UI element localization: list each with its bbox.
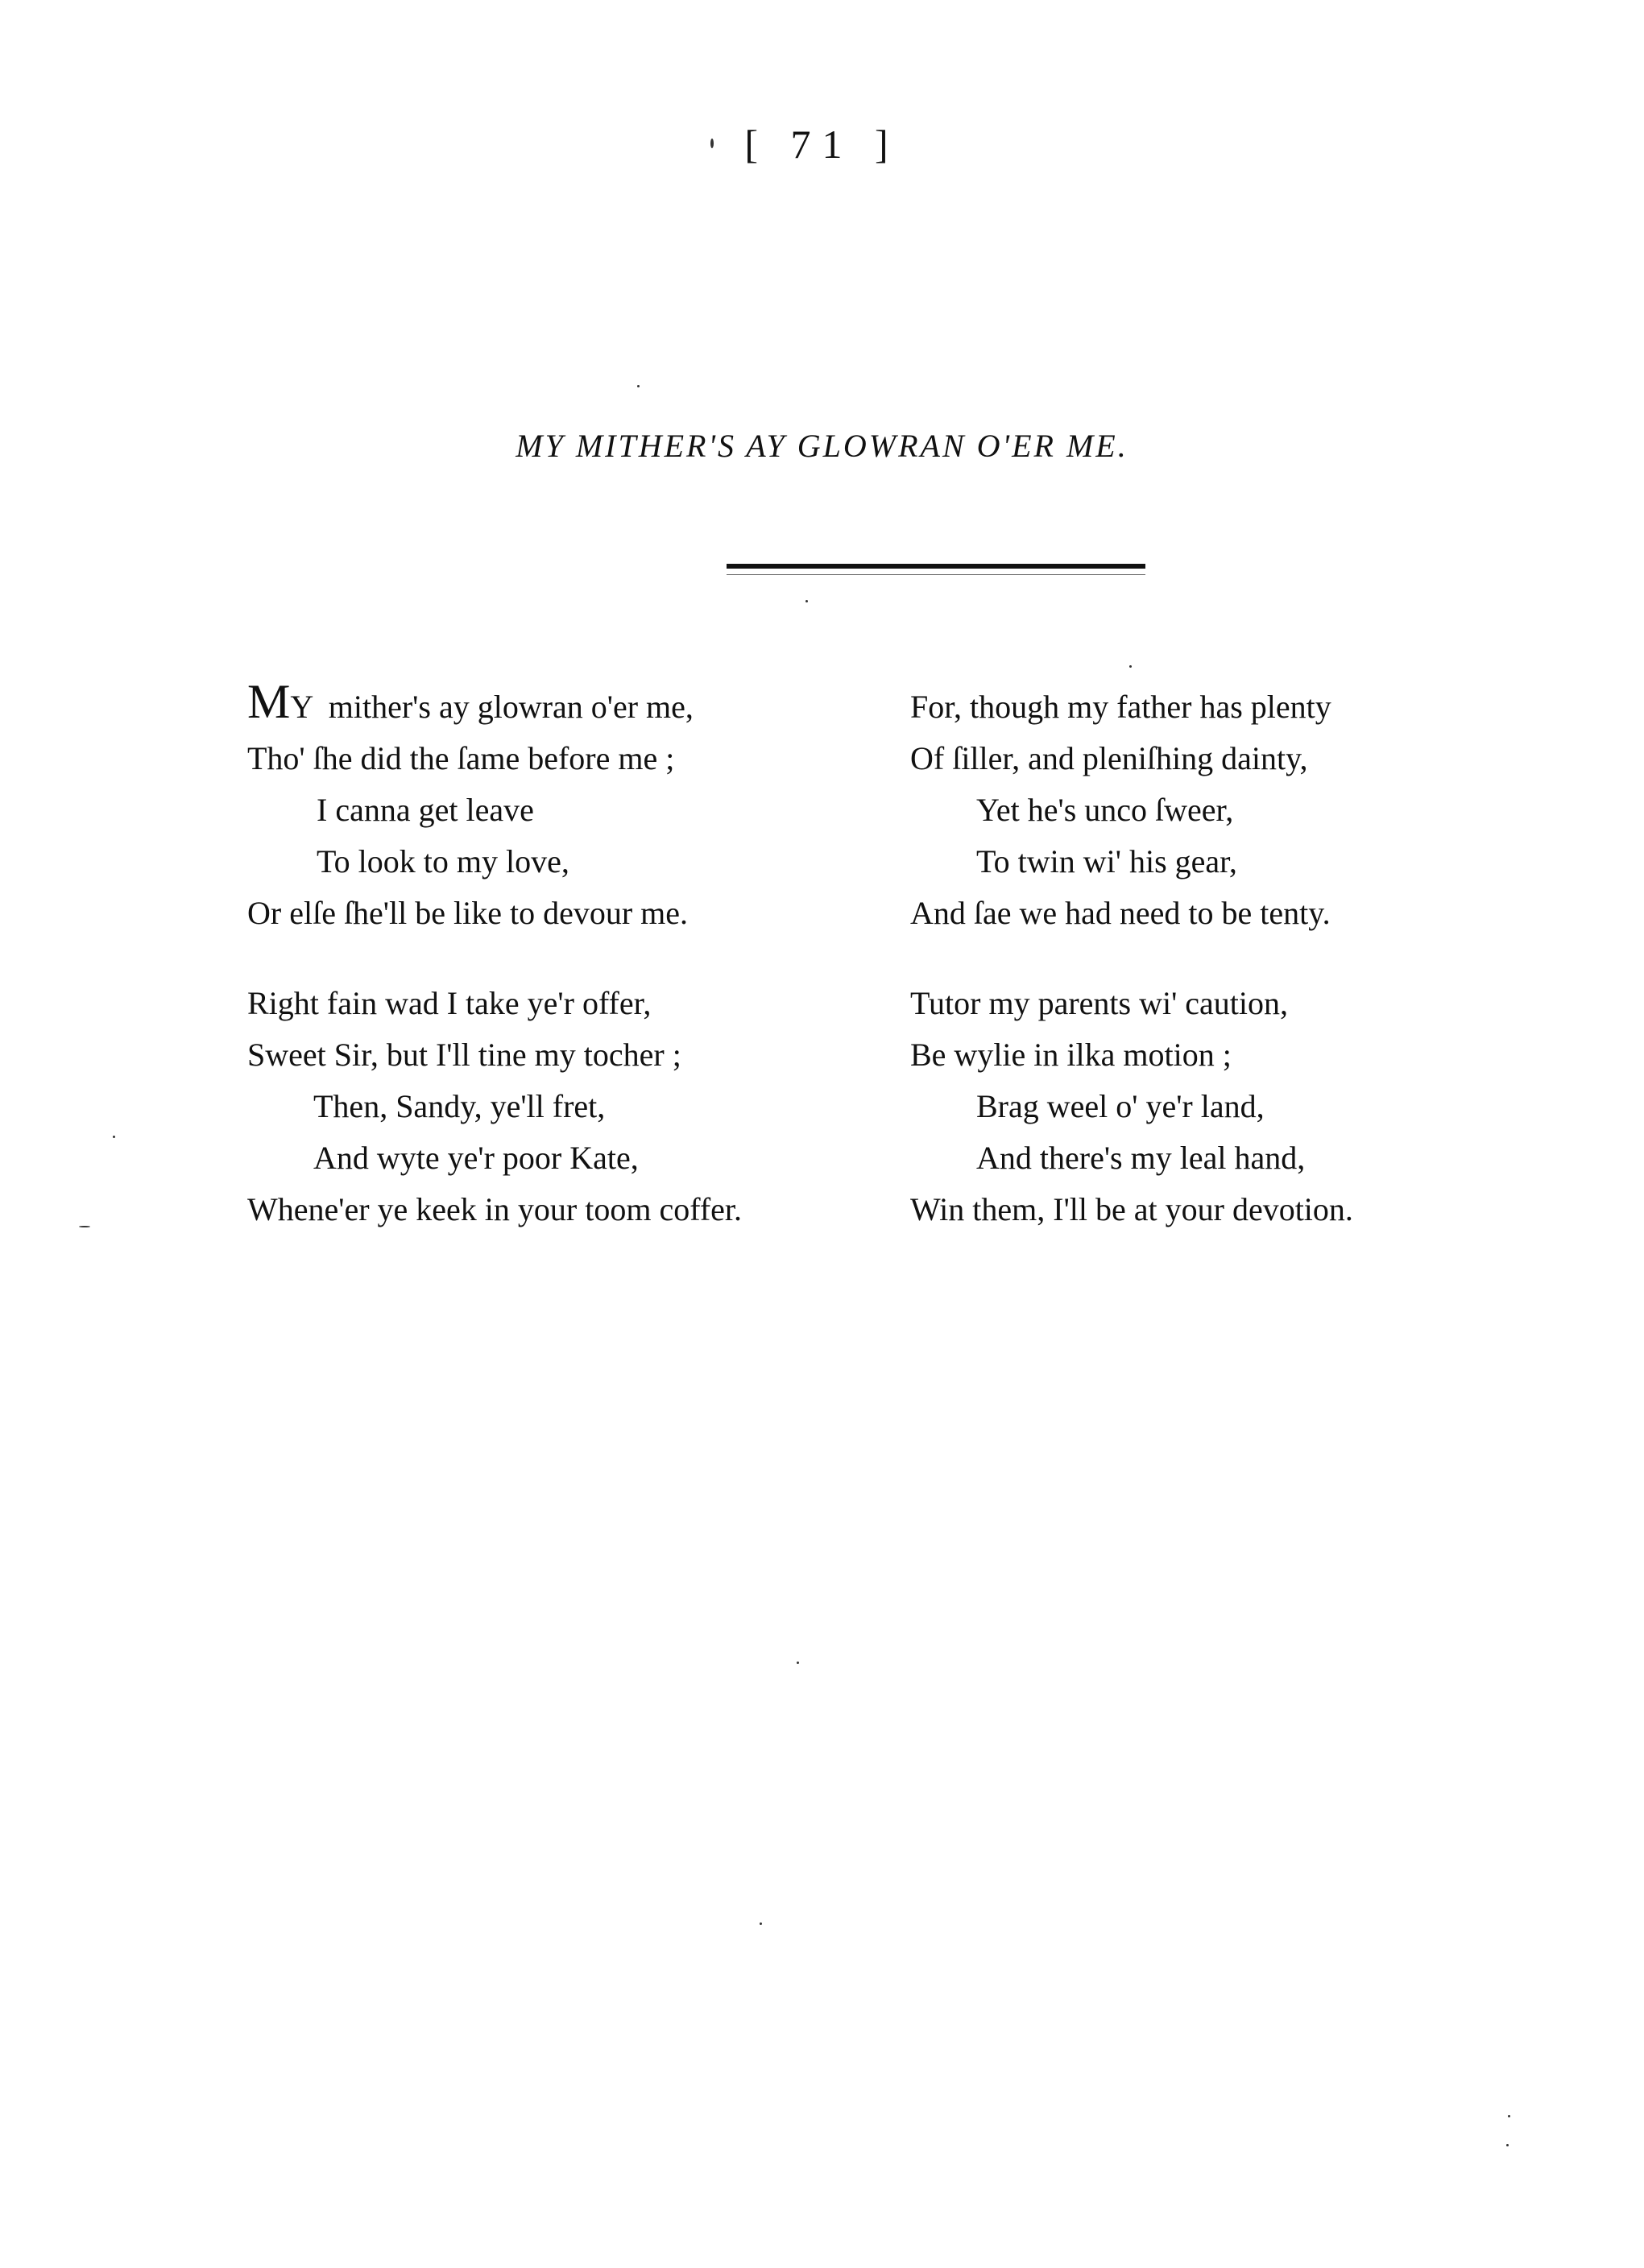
stanza-4 — [910, 978, 1522, 1235]
verse-line: Of ſiller, and pleniſhing dainty, — [910, 740, 1308, 776]
scan-speck — [1506, 2144, 1509, 2146]
verse-line-text: Y mither's ay glowran o'er me, — [290, 689, 694, 725]
page-number: [ 71 ] — [744, 122, 900, 167]
verse-line: Yet he's unco ſweer, — [976, 792, 1234, 828]
title-rule — [727, 564, 1145, 569]
verse-line: Or elſe ſhe'll be like to devour me. — [247, 895, 689, 931]
verse-line: Right fain wad I take ye'r offer, — [247, 985, 652, 1021]
verse-line: To twin wi' his gear, — [976, 843, 1237, 879]
title-rule-thin — [727, 574, 1145, 575]
verse-line: Tutor my parents wi' caution, — [910, 985, 1289, 1021]
verse-line: I canna get leave — [317, 792, 534, 828]
scan-speck — [113, 1136, 115, 1138]
verse-line: Be wylie in ilka motion ; — [910, 1037, 1232, 1073]
verse-line: Sweet Sir, but I'll tine my tocher ; — [247, 1037, 681, 1073]
verse-line: Brag weel o' ye'r land, — [976, 1088, 1265, 1124]
scan-speck — [710, 139, 714, 148]
poem-title: MY MITHER'S AY GLOWRAN O'ER ME. — [516, 428, 1128, 464]
verse-line: Tho' ſhe did the ſame before me ; — [247, 740, 675, 776]
stanza-3 — [910, 681, 1522, 939]
verse-line: And ſae we had need to be tenty. — [910, 895, 1331, 931]
scan-speck — [1508, 2115, 1510, 2117]
verse-line: And there's my leal hand, — [976, 1140, 1306, 1176]
stanza-2 — [247, 978, 859, 1235]
drop-cap: M — [247, 675, 291, 728]
scan-speck — [637, 385, 640, 387]
verse-line: Whene'er ye keek in your toom coffer. — [247, 1191, 743, 1227]
verse-line: Then, Sandy, ye'll fret, — [313, 1088, 606, 1124]
scan-speck — [797, 1662, 799, 1664]
verse-line: To look to my love, — [317, 843, 569, 879]
left-column — [247, 675, 859, 1274]
verse-line — [247, 675, 859, 733]
right-column — [910, 681, 1522, 1274]
verse-line: For, though my father has plenty — [910, 689, 1331, 725]
verse-line: Win them, I'll be at your devotion. — [910, 1191, 1353, 1227]
scan-speck — [79, 1226, 90, 1227]
stanza-1 — [247, 675, 859, 939]
scan-speck — [760, 1922, 762, 1925]
verse-line: And wyte ye'r poor Kate, — [313, 1140, 639, 1176]
scan-speck — [805, 600, 808, 602]
scan-speck — [1129, 665, 1132, 668]
